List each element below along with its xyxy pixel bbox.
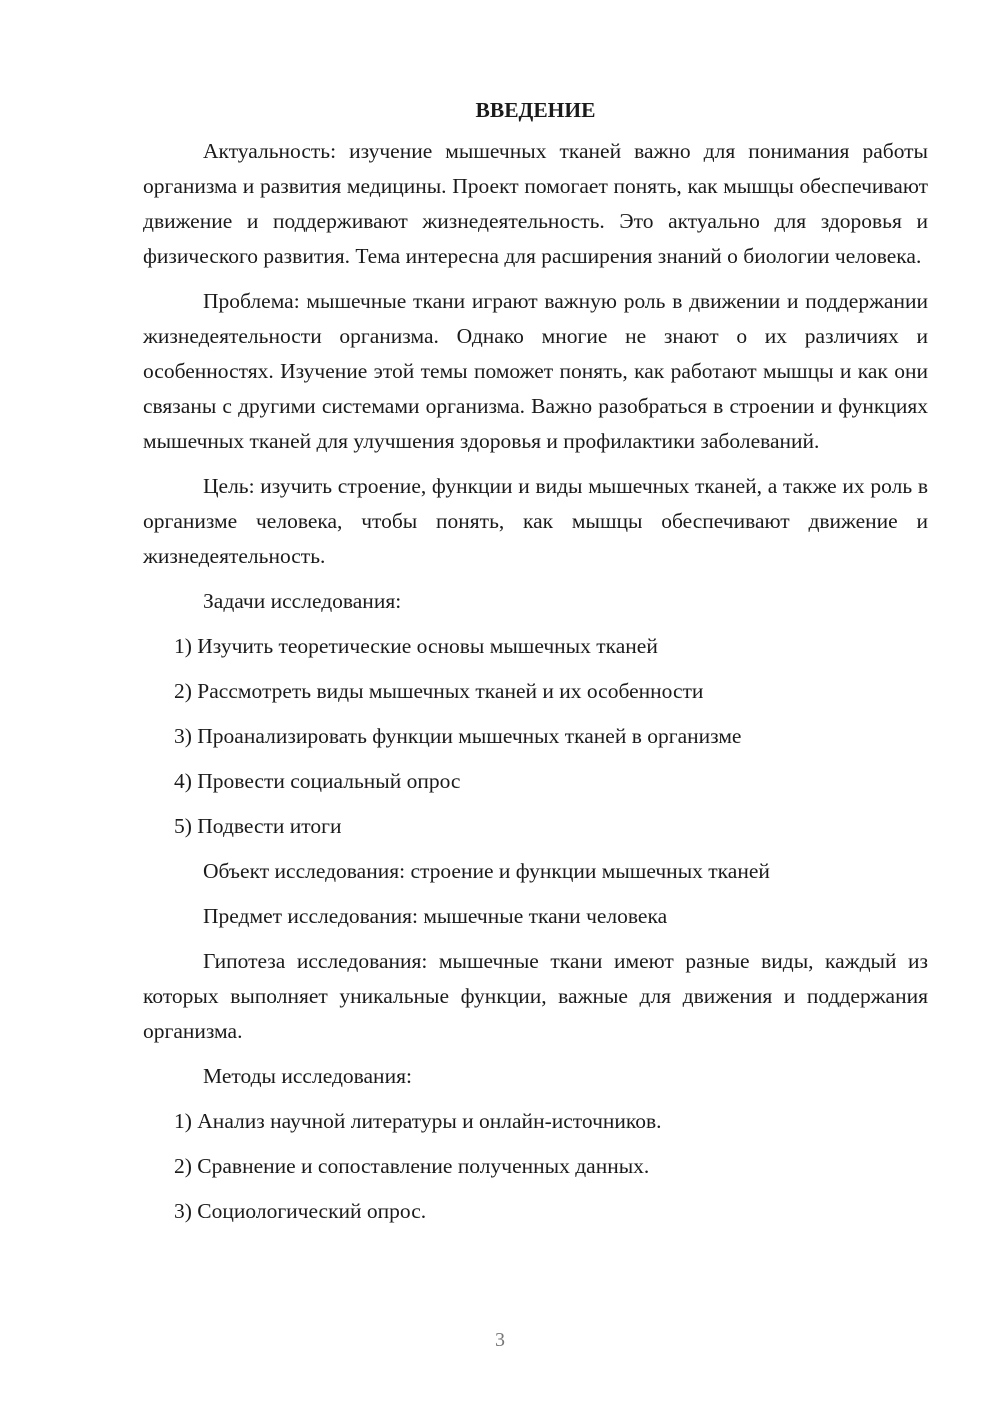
task-item: 1) Изучить теоретические основы мышечных тканей: [174, 634, 658, 658]
relevance-paragraph: Актуальность: изучение мышечных тканей важно для понимания работы организма и развития медицины. Проект помогает понять, как мышцы обеспечивают движение и поддерживают жизнедеятельность. Это актуально для здоровья и физического развития. Тема интересна для расширения знаний о биологии человека.: [143, 139, 928, 268]
document-page: [143, 92, 928, 1239]
method-item: 2) Сравнение и сопоставление полученных данных.: [174, 1154, 650, 1178]
task-item: 5) Подвести итоги: [174, 814, 342, 838]
page-number: 3: [495, 1329, 505, 1351]
problem-paragraph: Проблема: мышечные ткани играют важную роль в движении и поддержании жизнедеятельности организма. Однако многие не знают о их различиях и особенностях. Изучение этой темы поможет понять, как работают мышцы и как они связаны с другими системами организма. Важно разобраться в строении и функциях мышечных тканей для улучшения здоровья и профилактики заболеваний.: [143, 289, 928, 453]
task-item: 4) Провести социальный опрос: [174, 769, 461, 793]
research-subject: Предмет исследования: мышечные ткани человека: [203, 904, 668, 928]
method-item: 1) Анализ научной литературы и онлайн-источников.: [174, 1109, 662, 1133]
page-title: ВВЕДЕНИЕ: [475, 98, 596, 122]
goal-paragraph: Цель: изучить строение, функции и виды мышечных тканей, а также их роль в организме человека, чтобы понять, как мышцы обеспечивают движение и жизнедеятельность.: [143, 474, 928, 568]
task-item: 2) Рассмотреть виды мышечных тканей и их особенности: [174, 679, 704, 703]
hypothesis-paragraph: Гипотеза исследования: мышечные ткани имеют разные виды, каждый из которых выполняет уникальные функции, важные для движения и поддержания организма.: [143, 949, 928, 1043]
method-item: 3) Социологический опрос.: [174, 1199, 427, 1223]
methods-heading: Методы исследования:: [203, 1064, 412, 1088]
task-item: 3) Проанализировать функции мышечных тканей в организме: [174, 724, 742, 748]
tasks-heading: Задачи исследования:: [203, 589, 402, 613]
research-object: Объект исследования: строение и функции мышечных тканей: [203, 859, 770, 883]
